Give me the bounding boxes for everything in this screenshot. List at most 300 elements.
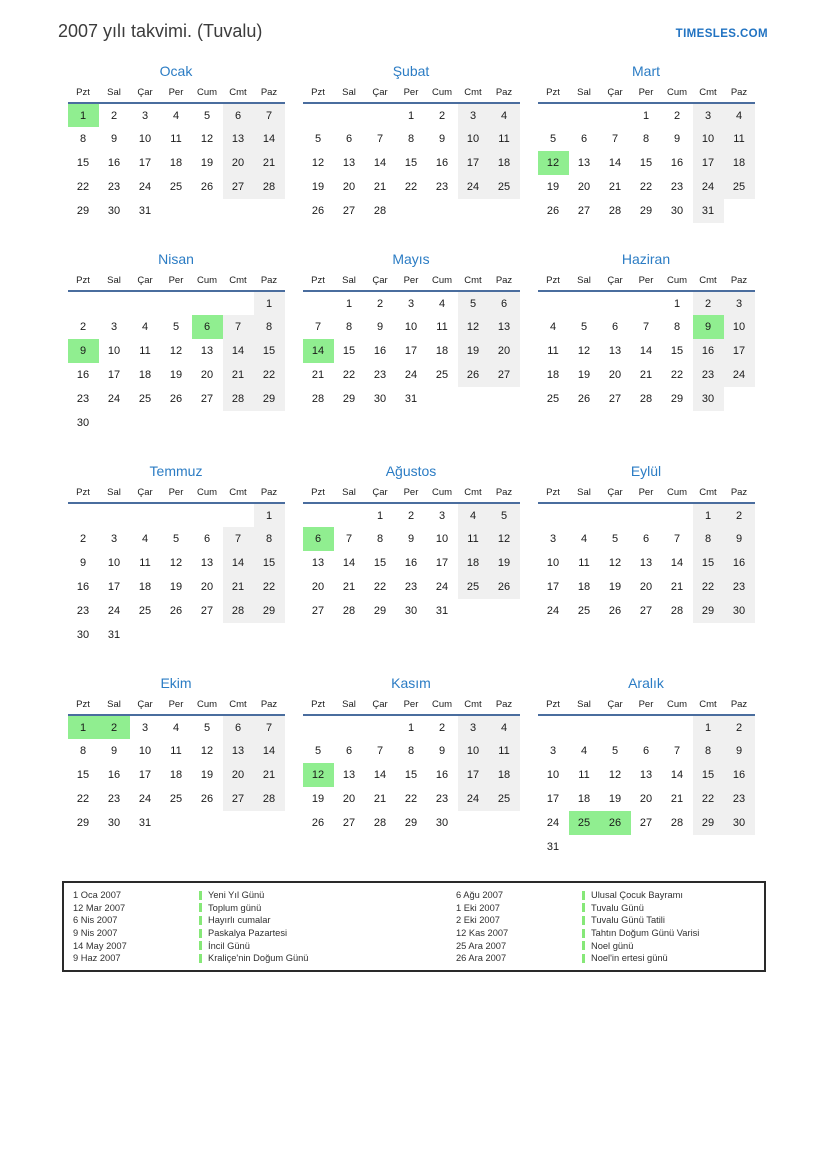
day-cell: 26 [169, 605, 183, 617]
empty-cell [254, 199, 285, 223]
holiday-day-cell: 25 [569, 811, 600, 835]
day-cell: 20 [489, 339, 520, 363]
day-cell: 6 [642, 745, 650, 757]
empty-cell [600, 103, 631, 127]
site-link[interactable]: TIMESLES.COM [675, 28, 768, 40]
week-row [68, 787, 285, 811]
day-cell: 17 [138, 157, 152, 169]
day-cell: 3 [110, 533, 118, 545]
day-cell: 3 [549, 745, 557, 757]
day-cell: 14 [639, 345, 653, 357]
empty-cell [662, 503, 693, 527]
day-cell: 12 [577, 345, 591, 357]
day-cell: 7 [376, 133, 384, 145]
holiday-marker [582, 954, 585, 963]
empty-cell [600, 503, 631, 527]
month-calendar [301, 463, 521, 623]
day-cell: 27 [342, 817, 356, 829]
weekday-header: Cum [427, 83, 458, 103]
weekday-header: Pzt [538, 695, 569, 715]
weekday-header: Sal [99, 271, 130, 291]
week-row [68, 199, 285, 223]
holiday-day-cell: 6 [303, 527, 334, 551]
day-cell: 5 [203, 109, 211, 122]
day-cell: 23 [724, 787, 755, 811]
holiday-marker [199, 903, 202, 912]
holiday-legend [62, 881, 766, 972]
day-cell: 16 [107, 157, 121, 169]
weekday-header: Per [631, 695, 662, 715]
day-cell: 14 [670, 557, 684, 569]
day-cell: 20 [200, 581, 214, 593]
month-title: Şubat [392, 63, 430, 79]
weekday-header: Pzt [68, 695, 99, 715]
day-cell: 2 [79, 321, 87, 333]
empty-cell [458, 387, 489, 411]
empty-cell [223, 199, 254, 223]
day-cell: 8 [254, 527, 285, 551]
day-cell: 18 [577, 581, 591, 593]
day-cell: 11 [139, 345, 151, 357]
day-cell: 27 [223, 175, 254, 199]
day-cell: 5 [549, 133, 557, 145]
week-row [68, 575, 285, 599]
empty-cell [365, 715, 396, 739]
weekday-header: Per [631, 83, 662, 103]
day-cell: 28 [639, 393, 653, 405]
day-cell: 6 [223, 103, 254, 127]
day-cell: 2 [407, 509, 415, 522]
day-cell: 13 [639, 557, 653, 569]
weekday-header: Per [396, 83, 427, 103]
weekday-header: Paz [254, 695, 285, 715]
weekday-header: Cmt [223, 695, 254, 715]
weekday-header: Cmt [458, 483, 489, 503]
day-cell: 30 [107, 817, 121, 829]
month-title: Ekim [160, 675, 192, 691]
day-cell: 10 [724, 315, 755, 339]
day-cell: 1 [254, 291, 285, 315]
empty-cell [427, 199, 458, 223]
day-cell: 28 [373, 817, 387, 829]
day-cell: 11 [436, 321, 448, 333]
weekday-header: Çar [600, 483, 631, 503]
day-cell: 17 [546, 581, 560, 593]
day-cell: 23 [107, 181, 121, 193]
day-cell: 14 [223, 551, 254, 575]
day-cell: 9 [724, 739, 755, 763]
day-cell: 3 [141, 109, 149, 122]
legend-name: Hayırlı cumalar [199, 915, 271, 925]
weekday-header: Pzt [538, 83, 569, 103]
day-cell: 6 [223, 715, 254, 739]
holiday-day-cell: 1 [68, 103, 99, 127]
day-cell: 5 [611, 745, 619, 757]
day-cell: 21 [670, 793, 684, 805]
holiday-marker [199, 891, 202, 900]
day-cell: 7 [314, 321, 322, 333]
month-title: Eylül [630, 463, 662, 479]
weekday-header: Cmt [458, 83, 489, 103]
legend-item [64, 939, 447, 952]
day-cell: 16 [670, 157, 684, 169]
weekday-header: Çar [365, 83, 396, 103]
day-cell: 16 [724, 763, 755, 787]
empty-cell [334, 103, 365, 127]
empty-cell [161, 199, 192, 223]
month-table [68, 695, 285, 835]
day-cell: 16 [724, 551, 755, 575]
legend-name: Noel günü [582, 941, 633, 951]
day-cell: 12 [169, 345, 183, 357]
weekday-header: Cum [192, 83, 223, 103]
day-cell: 7 [345, 533, 353, 545]
day-cell: 31 [546, 841, 560, 853]
month-calendar [536, 63, 756, 223]
day-cell: 1 [376, 509, 384, 522]
day-cell: 22 [693, 787, 724, 811]
day-cell: 5 [203, 721, 211, 734]
weekday-header: Paz [489, 83, 520, 103]
day-cell: 29 [76, 817, 90, 829]
day-cell: 15 [342, 345, 356, 357]
page-title: 2007 yılı takvimi. (Tuvalu) [58, 21, 263, 41]
weekday-header: Çar [600, 695, 631, 715]
day-cell: 11 [139, 557, 151, 569]
day-cell: 25 [489, 787, 520, 811]
day-cell: 8 [79, 133, 87, 145]
month-calendar [536, 463, 756, 623]
day-cell: 12 [311, 157, 325, 169]
empty-cell [569, 291, 600, 315]
day-cell: 17 [546, 793, 560, 805]
day-cell: 14 [254, 739, 285, 763]
day-cell: 12 [200, 133, 214, 145]
day-cell: 17 [404, 345, 418, 357]
day-cell: 14 [254, 127, 285, 151]
day-cell: 31 [138, 817, 152, 829]
holiday-day-cell: 12 [303, 763, 334, 787]
week-row [538, 103, 755, 127]
week-row [68, 291, 285, 315]
day-cell: 27 [200, 605, 214, 617]
day-cell: 11 [578, 769, 590, 781]
day-cell: 24 [546, 605, 560, 617]
day-cell: 3 [438, 509, 446, 522]
day-cell: 10 [546, 557, 560, 569]
day-cell: 3 [141, 721, 149, 734]
day-cell: 17 [724, 339, 755, 363]
day-cell: 7 [223, 315, 254, 339]
week-row [303, 315, 520, 339]
empty-cell [192, 411, 223, 435]
day-cell: 22 [76, 181, 90, 193]
empty-cell [303, 715, 334, 739]
day-cell: 11 [458, 527, 489, 551]
day-cell: 8 [673, 321, 681, 333]
month-table [538, 271, 755, 411]
empty-cell [631, 503, 662, 527]
day-cell: 22 [693, 575, 724, 599]
day-cell: 4 [489, 103, 520, 127]
day-cell: 2 [376, 297, 384, 310]
day-cell: 13 [200, 557, 214, 569]
holiday-marker [199, 916, 202, 925]
day-cell: 20 [577, 181, 591, 193]
day-cell: 18 [435, 345, 449, 357]
day-cell: 7 [673, 745, 681, 757]
month-title: Aralık [628, 675, 664, 691]
day-cell: 26 [311, 817, 325, 829]
weekday-header: Paz [489, 483, 520, 503]
day-cell: 25 [138, 605, 152, 617]
empty-cell [303, 103, 334, 127]
day-cell: 11 [489, 739, 520, 763]
legend-date: 9 Haz 2007 [73, 953, 121, 964]
weekday-header: Çar [130, 695, 161, 715]
day-cell: 20 [223, 151, 254, 175]
weekday-header: Paz [254, 271, 285, 291]
weekday-header: Cum [192, 483, 223, 503]
day-cell: 24 [107, 605, 121, 617]
day-cell: 21 [254, 151, 285, 175]
day-cell: 26 [577, 393, 591, 405]
day-cell: 23 [435, 181, 449, 193]
day-cell: 11 [578, 557, 590, 569]
day-cell: 18 [489, 763, 520, 787]
week-row [538, 151, 755, 175]
empty-cell [724, 835, 755, 859]
empty-cell [724, 387, 755, 411]
weekday-header: Cum [427, 695, 458, 715]
week-row [538, 175, 755, 199]
week-row [538, 551, 755, 575]
day-cell: 18 [169, 769, 183, 781]
day-cell: 12 [608, 557, 622, 569]
week-row [303, 599, 520, 623]
day-cell: 28 [670, 605, 684, 617]
weekday-header: Çar [365, 271, 396, 291]
day-cell: 8 [693, 527, 724, 551]
weekday-header: Cmt [693, 695, 724, 715]
day-cell: 31 [107, 629, 121, 641]
week-row [68, 151, 285, 175]
holiday-day-cell: 1 [68, 715, 99, 739]
day-cell: 19 [546, 181, 560, 193]
day-cell: 28 [342, 605, 356, 617]
weekday-header: Sal [569, 695, 600, 715]
empty-cell [223, 623, 254, 647]
day-cell: 10 [138, 133, 152, 145]
legend-date: 6 Ağu 2007 [456, 890, 504, 901]
day-cell: 29 [76, 205, 90, 217]
day-cell: 13 [200, 345, 214, 357]
weekday-header: Per [631, 271, 662, 291]
month-title: Haziran [621, 251, 671, 267]
day-cell: 6 [203, 533, 211, 545]
day-cell: 13 [342, 157, 356, 169]
day-cell: 30 [76, 629, 90, 641]
legend-date: 2 Eki 2007 [456, 915, 500, 926]
day-cell: 21 [639, 369, 653, 381]
legend-date: 14 May 2007 [73, 940, 127, 951]
day-cell: 11 [489, 127, 520, 151]
empty-cell [600, 715, 631, 739]
day-cell: 13 [639, 769, 653, 781]
month-table [303, 695, 520, 835]
day-cell: 14 [342, 557, 356, 569]
day-cell: 13 [489, 315, 520, 339]
day-cell: 27 [200, 393, 214, 405]
week-row [538, 787, 755, 811]
day-cell: 1 [693, 715, 724, 739]
day-cell: 26 [489, 575, 520, 599]
day-cell: 22 [670, 369, 684, 381]
day-cell: 21 [342, 581, 356, 593]
day-cell: 19 [200, 769, 214, 781]
day-cell: 5 [172, 321, 180, 333]
day-cell: 23 [404, 581, 418, 593]
day-cell: 29 [254, 599, 285, 623]
day-cell: 10 [546, 769, 560, 781]
month-title: Mart [632, 63, 660, 79]
day-cell: 29 [254, 387, 285, 411]
day-cell: 22 [76, 793, 90, 805]
week-row [303, 787, 520, 811]
day-cell: 25 [169, 793, 183, 805]
day-cell: 20 [223, 763, 254, 787]
legend-item [447, 927, 764, 940]
weekday-header: Pzt [303, 271, 334, 291]
day-cell: 27 [608, 393, 622, 405]
weekday-header: Cum [662, 271, 693, 291]
legend-date: 12 Mar 2007 [73, 902, 126, 913]
weekday-header: Sal [334, 83, 365, 103]
holiday-day-cell: 12 [538, 151, 569, 175]
weekday-header: Cmt [458, 271, 489, 291]
day-cell: 9 [673, 133, 681, 145]
day-cell: 10 [107, 345, 121, 357]
week-row [303, 291, 520, 315]
week-row [303, 763, 520, 787]
day-cell: 31 [404, 393, 418, 405]
day-cell: 29 [342, 393, 356, 405]
day-cell: 29 [693, 811, 724, 835]
day-cell: 7 [673, 533, 681, 545]
day-cell: 25 [724, 175, 755, 199]
weekday-header: Sal [334, 271, 365, 291]
day-cell: 16 [693, 339, 724, 363]
day-cell: 2 [693, 291, 724, 315]
week-row [303, 715, 520, 739]
day-cell: 25 [458, 575, 489, 599]
legend-name: Ulusal Çocuk Bayramı [582, 890, 683, 900]
empty-cell [569, 715, 600, 739]
holiday-day-cell: 14 [303, 339, 334, 363]
holiday-day-cell: 9 [693, 315, 724, 339]
day-cell: 24 [458, 175, 489, 199]
weekday-header: Çar [130, 83, 161, 103]
day-cell: 13 [311, 557, 325, 569]
day-cell: 26 [169, 393, 183, 405]
empty-cell [192, 199, 223, 223]
empty-cell [130, 623, 161, 647]
day-cell: 1 [642, 109, 650, 122]
legend-date: 25 Ara 2007 [456, 940, 507, 951]
weekday-header: Çar [600, 83, 631, 103]
weekday-header: Sal [569, 83, 600, 103]
day-cell: 15 [404, 769, 418, 781]
empty-cell [130, 291, 161, 315]
day-cell: 8 [693, 739, 724, 763]
week-row [303, 387, 520, 411]
legend-item [64, 889, 447, 902]
day-cell: 22 [373, 581, 387, 593]
week-row [68, 551, 285, 575]
day-cell: 29 [373, 605, 387, 617]
empty-cell [254, 811, 285, 835]
day-cell: 28 [670, 817, 684, 829]
day-cell: 31 [435, 605, 449, 617]
day-cell: 30 [404, 605, 418, 617]
day-cell: 2 [79, 533, 87, 545]
empty-cell [223, 503, 254, 527]
day-cell: 15 [639, 157, 653, 169]
weekday-header: Cmt [693, 271, 724, 291]
day-cell: 5 [458, 291, 489, 315]
day-cell: 24 [693, 175, 724, 199]
week-row [538, 503, 755, 527]
day-cell: 23 [76, 393, 90, 405]
day-cell: 21 [373, 793, 387, 805]
empty-cell [600, 835, 631, 859]
weekday-header: Sal [99, 695, 130, 715]
day-cell: 30 [107, 205, 121, 217]
page-header [0, 0, 827, 42]
day-cell: 2 [724, 503, 755, 527]
week-row [538, 527, 755, 551]
weekday-header: Cum [662, 695, 693, 715]
month-calendar [66, 463, 286, 647]
day-cell: 18 [169, 157, 183, 169]
day-cell: 17 [458, 151, 489, 175]
legend-date: 9 Nis 2007 [73, 928, 118, 939]
month-title: Kasım [391, 675, 431, 691]
day-cell: 13 [223, 127, 254, 151]
holiday-day-cell: 9 [68, 339, 99, 363]
day-cell: 22 [404, 181, 418, 193]
weekday-header: Sal [99, 83, 130, 103]
day-cell: 16 [435, 769, 449, 781]
legend-name: Tuvalu Günü Tatili [582, 915, 665, 925]
day-cell: 3 [110, 321, 118, 333]
day-cell: 9 [79, 557, 87, 569]
day-cell: 9 [376, 321, 384, 333]
legend-column-left [64, 889, 447, 965]
week-row [68, 527, 285, 551]
weekday-header: Pzt [68, 483, 99, 503]
day-cell: 16 [76, 581, 90, 593]
empty-cell [99, 411, 130, 435]
day-cell: 25 [138, 393, 152, 405]
day-cell: 9 [110, 745, 118, 757]
weekday-header: Pzt [303, 483, 334, 503]
day-cell: 4 [438, 297, 446, 310]
week-row [538, 315, 755, 339]
day-cell: 30 [373, 393, 387, 405]
legend-column-right [447, 889, 764, 965]
empty-cell [254, 411, 285, 435]
